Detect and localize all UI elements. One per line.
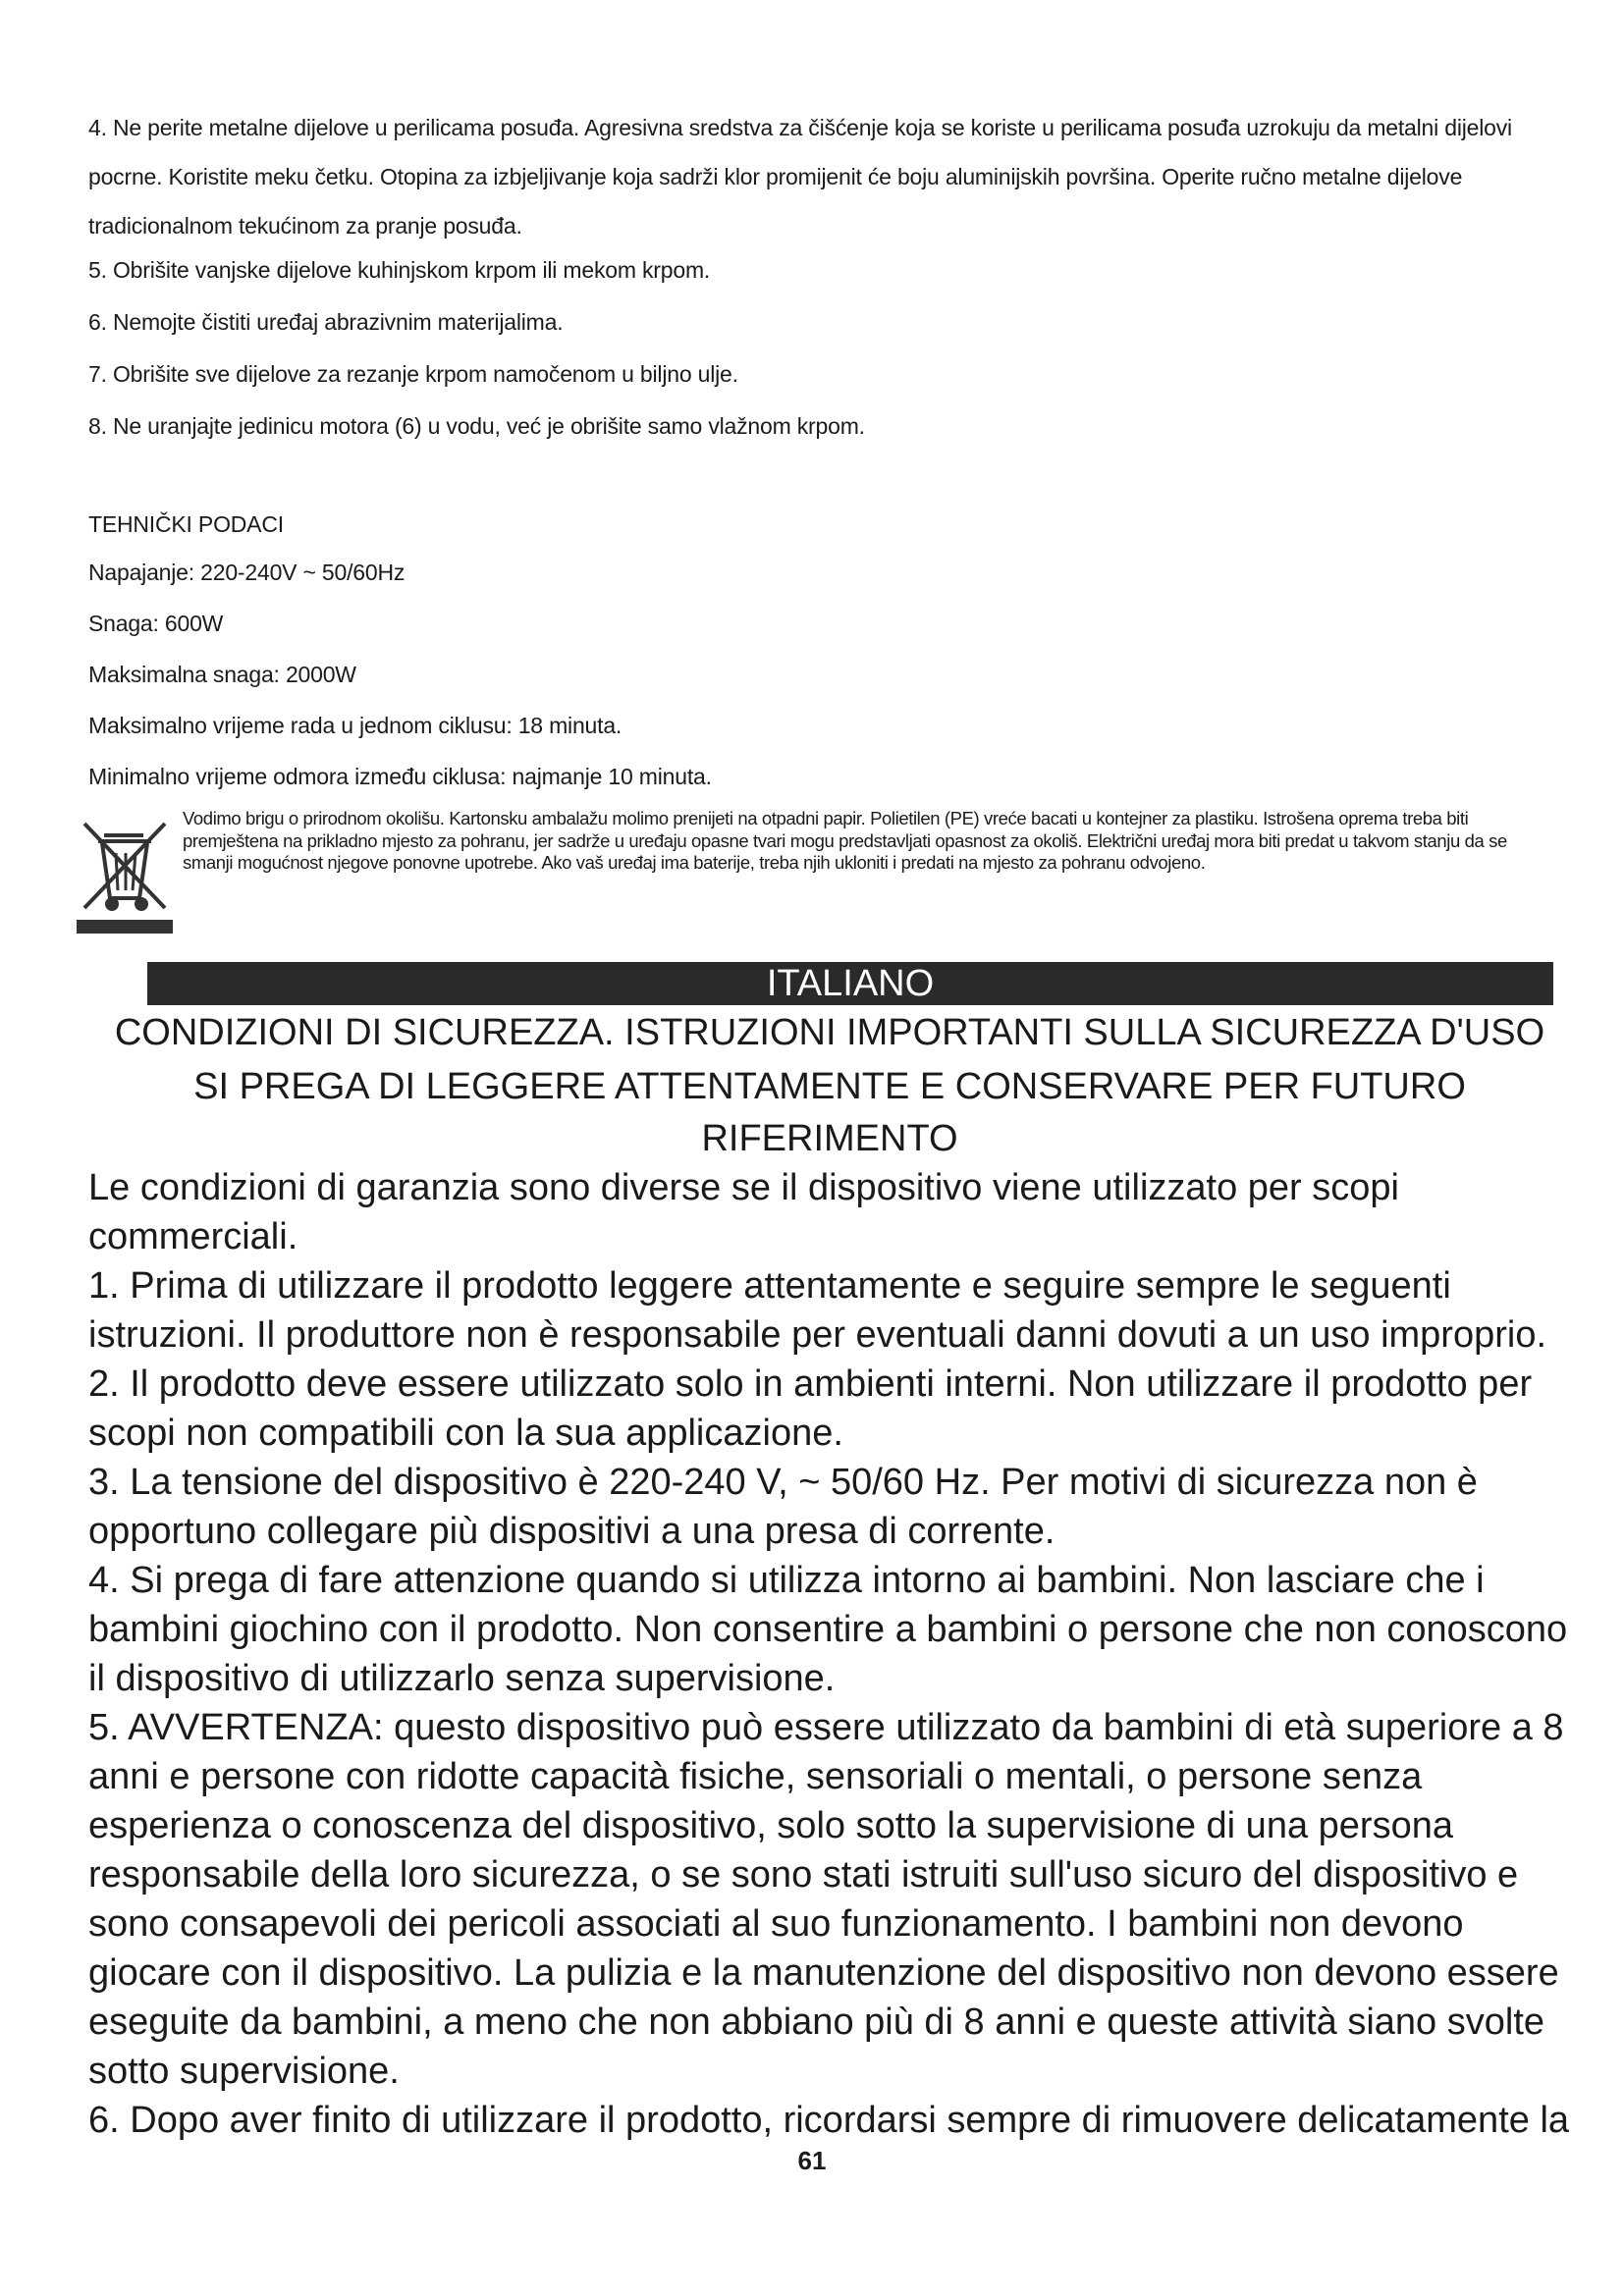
paragraph: 6. Dopo aver finito di utilizzare il prodotto, ricordarsi sempre di rimuovere delicatamente la: [88, 2100, 1570, 2141]
weee-bin-icon: [71, 810, 177, 937]
instruction-item: 5. Obrišite vanjske dijelove kuhinjskom krpom ili mekom krpom.: [88, 257, 711, 283]
tech-spec: Maksimalna snaga: 2000W: [88, 662, 356, 687]
cleaning-instructions: [88, 103, 1542, 253]
environment-notice: Vodimo brigu o prirodnom okolišu. Kartonsku ambalažu molimo prenijeti na otpadni papir. Polietilen (PE) vreće bacati u kontejner za plastiku. Istrošena oprema treba biti premještena na prikladno mjesto za pohranu, jer sadrže u uređaju opasne tvari mogu predstavljati opasnost za okoliš. Električni uređaj mora biti predat u takvom stanju da se smanji mogućnost njegove ponovne upotrebe. Ako vaš uređaj ima baterije, treba njih ukloniti i predati na mjesto za pohranu odvojeno.: [183, 808, 1507, 873]
paragraph: 3. La tensione del dispositivo è 220-240 V, ~ 50/60 Hz. Per motivi di sicurezza non è opportuno collegare più dispositivi a una presa di corrente.: [88, 1462, 1478, 1552]
instruction-item: 6. Nemojte čistiti uređaj abrazivnim materijalima.: [88, 309, 564, 335]
instruction-item: 8. Ne uranjajte jedinicu motora (6) u vodu, već je obrišite samo vlažnom krpom.: [88, 413, 865, 439]
paragraph: Le condizioni di garanzia sono diverse se il dispositivo viene utilizzato per scopi commerciali.: [88, 1167, 1399, 1257]
instruction-item: 4. Ne perite metalne dijelove u perilicama posuđa. Agresivna sredstva za čišćenje koja se koriste u perilicama posuđa uzrokuju da metalni dijelovi pocrne. Koristite meku četku. Otopina za izbjeljivanje koja sadrži klor promijenit će boju aluminijskih površina. Operite ručno metalne dijelove tradicionalnom tekućinom za pranje posuđa.: [88, 115, 1512, 239]
paragraph: 1. Prima di utilizzare il prodotto leggere attentamente e seguire sempre le seguenti istruzioni. Il produttore non è responsabile per eventuali danni dovuti a un uso improprio.: [88, 1265, 1547, 1356]
paragraph: 2. Il prodotto deve essere utilizzato solo in ambienti interni. Non utilizzare il prodotto per scopi non compatibili con la sua applicazione.: [88, 1363, 1533, 1454]
page-number: 61: [797, 2146, 827, 2175]
tech-spec: Snaga: 600W: [88, 611, 224, 636]
tech-spec: Minimalno vrijeme odmora između ciklusa: najmanje 10 minuta.: [88, 764, 712, 789]
italian-instructions: [88, 1163, 1571, 2145]
instruction-item: 7. Obrišite sve dijelove za rezanje krpom namočenom u biljno ulje.: [88, 361, 738, 387]
tech-spec: Napajanje: 220-240V ~ 50/60Hz: [88, 560, 406, 585]
tech-spec: Maksimalno vrijeme rada u jednom ciklusu: 18 minuta.: [88, 713, 623, 738]
safety-heading: SI PREGA DI LEGGERE ATTENTAMENTE E CONSERVARE PER FUTURO: [193, 1066, 1466, 1107]
paragraph: 4. Si prega di fare attenzione quando si utilizza intorno ai bambini. Non lasciare che i bambini giochino con il prodotto. Non consentire a bambini o persone che non conoscono il dispositivo di utilizzarlo senza supervisione.: [88, 1560, 1568, 1699]
safety-heading: RIFERIMENTO: [701, 1118, 958, 1159]
safety-heading: CONDIZIONI DI SICUREZZA. ISTRUZIONI IMPORTANTI SULLA SICUREZZA D'USO: [114, 1012, 1545, 1053]
paragraph: 5. AVVERTENZA: questo dispositivo può essere utilizzato da bambini di età superiore a 8 anni e persone con ridotte capacità fisiche, sensoriali o mentali, o persone senza esperienza o conoscenza del dispositivo, solo sotto la supervisione di una persona responsabile della loro sicurezza, o se sono stati istruiti sull'uso sicuro del dispositivo e sono consapevoli dei pericoli associati al suo funzionamento. I bambini non devono giocare con il dispositivo. La pulizia e la manutenzione del dispositivo non devono essere eseguite da bambini, a meno che non abbiano più di 8 anni e queste attività siano svolte sotto supervisione.: [88, 1707, 1564, 2092]
language-bar: ITALIANO: [147, 962, 1553, 1005]
tech-data-title: TEHNIČKI PODACI: [88, 511, 284, 537]
